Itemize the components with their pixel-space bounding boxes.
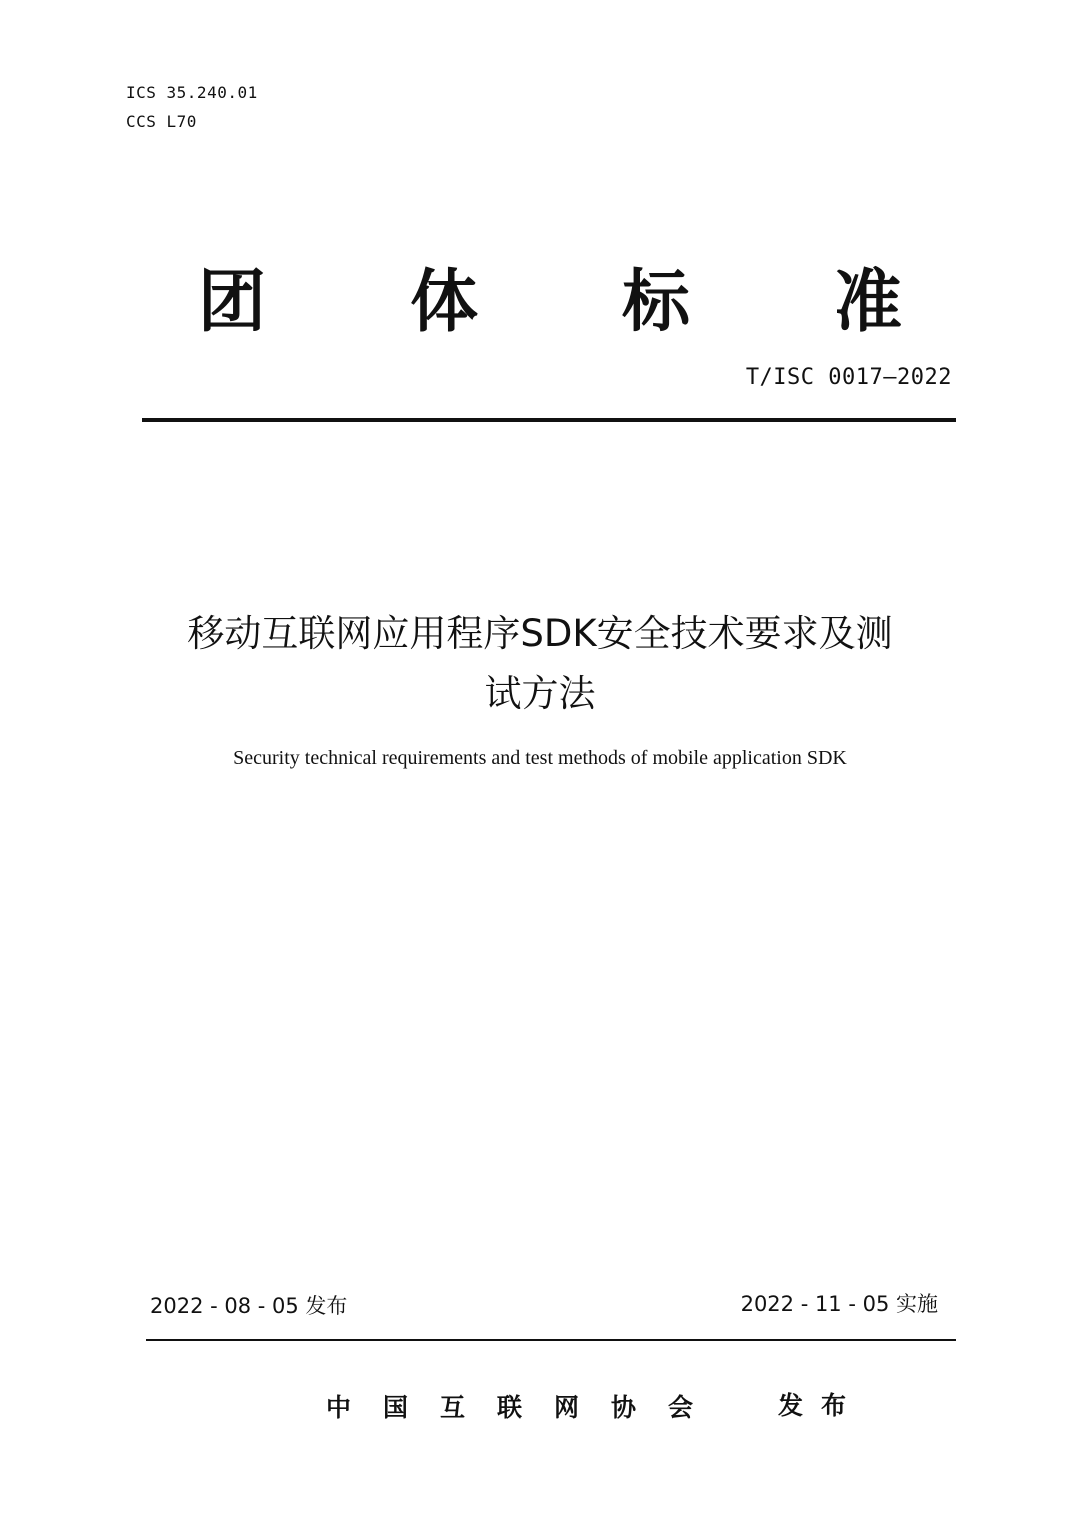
classification-codes	[126, 78, 258, 136]
standard-type-char: 准	[833, 263, 902, 342]
standard-type-char: 体	[409, 263, 478, 342]
publish-date: 2022 - 08 - 05 发布	[150, 1294, 348, 1318]
standard-type-char: 标	[621, 263, 690, 342]
issuer-name: 中国互联网协会	[326, 1393, 726, 1422]
document-title-chinese	[100, 604, 980, 724]
standard-number: T/ISC 0017—2022	[745, 365, 952, 390]
footer-divider	[146, 1339, 956, 1341]
issuer-suffix: 发布	[778, 1391, 865, 1420]
document-title-english: Security technical requirements and test methods of mobile application SDK	[233, 747, 847, 769]
title-line-1: 移动互联网应用程序SDK安全技术要求及测	[187, 612, 893, 655]
ccs-code: CCS L70	[126, 112, 197, 131]
title-line-2: 试方法	[484, 672, 596, 715]
effective-date: 2022 - 11 - 05 实施	[740, 1292, 938, 1316]
header-divider	[142, 418, 956, 422]
ics-code: ICS 35.240.01	[126, 83, 258, 102]
standard-type-heading	[142, 258, 958, 348]
standard-type-char: 团	[198, 263, 267, 342]
